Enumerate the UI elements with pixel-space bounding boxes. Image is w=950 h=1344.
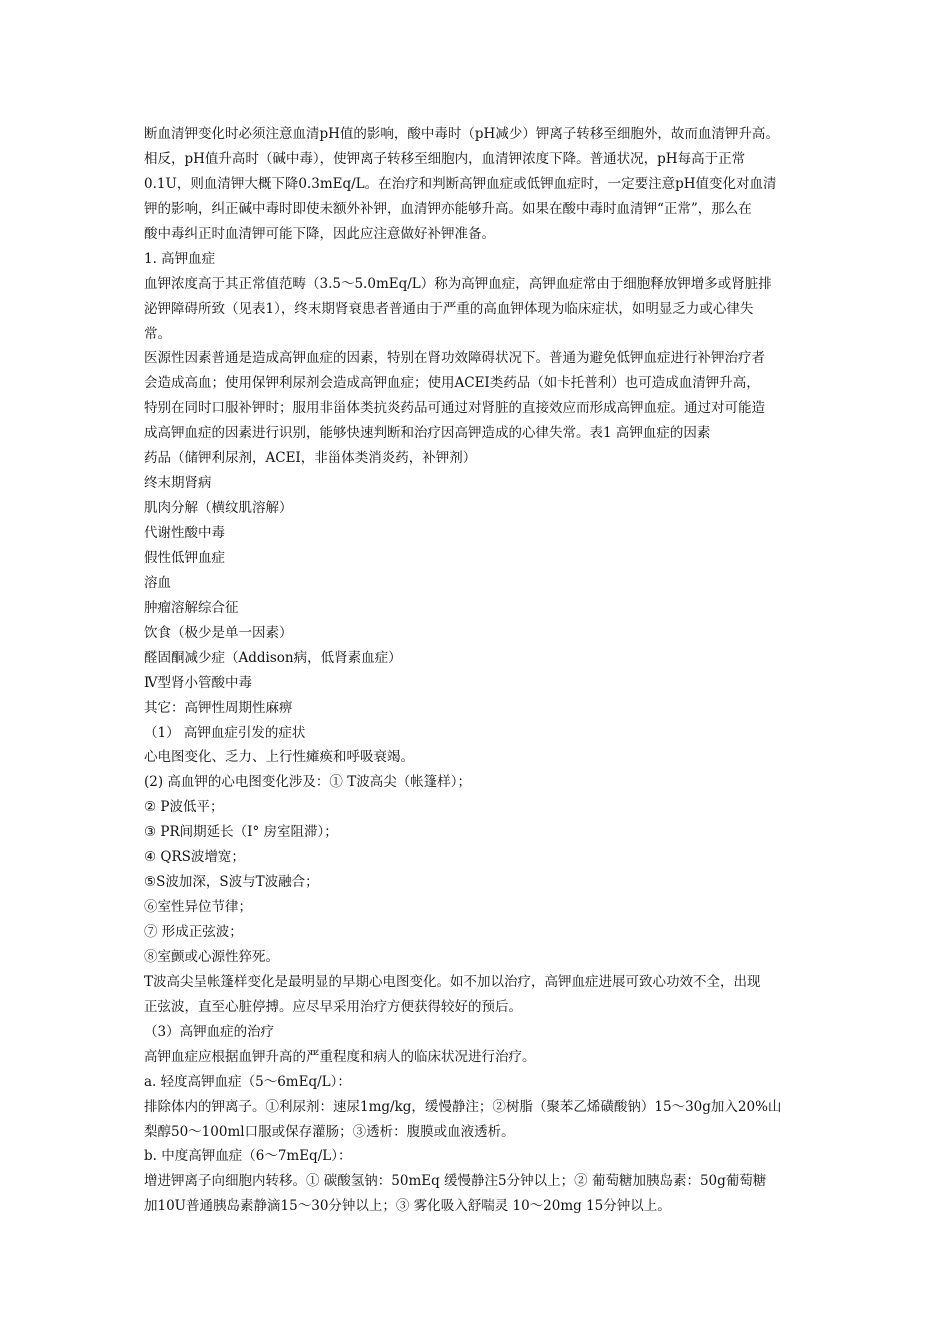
text-line: 钾的影响，纠正碱中毒时即使未额外补钾，血清钾亦能够升高。如果在酸中毒时血清钾“正常”，那么在	[144, 200, 752, 217]
list-item: 肿瘤溶解综合征	[144, 599, 239, 616]
list-item: ⑤S波加深，S波与T波融合；	[144, 874, 319, 891]
text-line: 高钾血症应根据血钾升高的严重程度和病人的临床状况进行治疗。	[144, 1048, 536, 1065]
list-item: Ⅳ型肾小管酸中毒	[144, 674, 252, 691]
text-line: 泌钾障碍所致（见表1），终末期肾衰患者普通由于严重的高血钾体现为临床症状，如明显乏力或心律失	[144, 300, 754, 317]
section-heading: 1. 高钾血症	[144, 250, 216, 267]
list-item: 溶血	[144, 574, 171, 591]
text-line: T波高尖呈帐篷样变化是最明显的早期心电图变化。如不加以治疗，高钾血症进展可致心功效不全，出现	[144, 973, 761, 990]
text-line: 梨醇50～100ml口服或保存灌肠；③透析：腹膜或血液透析。	[144, 1123, 515, 1140]
list-item: 药品（储钾利尿剂，ACEI，非甾体类消炎药，补钾剂）	[144, 450, 477, 467]
list-item: 代谢性酸中毒	[144, 525, 225, 541]
text-line: b. 中度高钾血症（6～7mEq/L）：	[144, 1148, 352, 1165]
list-item: 假性低钾血症	[144, 549, 225, 566]
subsection-heading: （1） 高钾血症引发的症状	[144, 724, 306, 741]
text-line: 相反，pH值升高时（碱中毒），使钾离子转移至细胞内，血清钾浓度下降。普通状况，pH每高于正常	[144, 150, 746, 167]
text-line: 增进钾离子向细胞内转移。① 碳酸氢钠：50mEq 缓慢静注5分钟以上；② 葡萄糖加胰岛素：50g葡萄糖	[144, 1173, 767, 1190]
text-line: 医源性因素普通是造成高钾血症的因素，特别在肾功效障碍状况下。普通为避免低钾血症进行补钾治疗者	[144, 350, 765, 367]
list-item: 醛固酮减少症（Addison病，低肾素血症）	[144, 649, 402, 666]
list-item: 饮食（极少是单一因素）	[144, 624, 293, 641]
text-line: 血钾浓度高于其正常值范畴（3.5～5.0mEq/L）称为高钾血症，高钾血症常由于细胞释放钾增多或肾脏排	[144, 275, 772, 292]
list-item: ⑦ 形成正弦波；	[144, 924, 243, 940]
list-item: ③ PR间期延长（Ⅰ° 房室阻滞）；	[144, 824, 338, 841]
list-item: ⑥室性异位节律；	[144, 899, 252, 916]
text-line: 0.1U，则血清钾大概下降0.3mEq/L。在治疗和判断高钾血症或低钾血症时，一定要注意pH值变化对血清	[144, 175, 777, 192]
text-line: 加10U普通胰岛素静滴15～30分钟以上；③ 雾化吸入舒喘灵 10～20mg 15分钟以上。	[144, 1198, 671, 1215]
list-item: ④ QRS波增宽；	[144, 849, 245, 866]
subsection-heading: （3）高钾血症的治疗	[144, 1023, 275, 1040]
text-line: 会造成高血；使用保钾利尿剂会造成高钾血症；使用ACEI类药品（如卡托普利）也可造成血清钾升高，	[144, 375, 760, 392]
text-line: (2) 高血钾的心电图变化涉及：① T波高尖（帐篷样）；	[144, 774, 471, 791]
list-item: 肌肉分解（横纹肌溶解）	[144, 500, 293, 517]
text-line: 常。	[144, 325, 171, 342]
text-line: 断血清钾变化时必须注意血清pH值的影响，酸中毒时（pH减少）钾离子转移至细胞外，故而血清钾升高。	[144, 126, 779, 142]
text-line: a. 轻度高钾血症（5～6mEq/L）：	[144, 1073, 351, 1090]
document-body	[144, 122, 812, 1219]
text-line: 特别在同时口服补钾时；服用非甾体类抗炎药品可通过对肾脏的直接效应而形成高钾血症。通过对可能造	[144, 400, 765, 417]
text-line: 成高钾血症的因素进行识别，能够快速判断和治疗因高钾造成的心律失常。表1 高钾血症的因素	[144, 425, 711, 442]
list-item: 其它：高钾性周期性麻痹	[144, 699, 293, 716]
text-line: 心电图变化、乏力、上行性瘫痪和呼吸衰竭。	[144, 749, 414, 766]
list-item: ② P波低平；	[144, 799, 224, 816]
list-item: ⑧室颤或心源性猝死。	[144, 948, 279, 965]
text-line: 酸中毒纠正时血清钾可能下降，因此应注意做好补钾准备。	[144, 225, 495, 242]
list-item: 终末期肾病	[144, 475, 212, 492]
text-line: 排除体内的钾离子。①利尿剂：速尿1mg/kg，缓慢静注；②树脂（聚苯乙烯磺酸钠）15～30g加入20%山	[144, 1098, 782, 1115]
text-line: 正弦波，直至心脏停搏。应尽早采用治疗方便获得较好的预后。	[144, 998, 522, 1015]
